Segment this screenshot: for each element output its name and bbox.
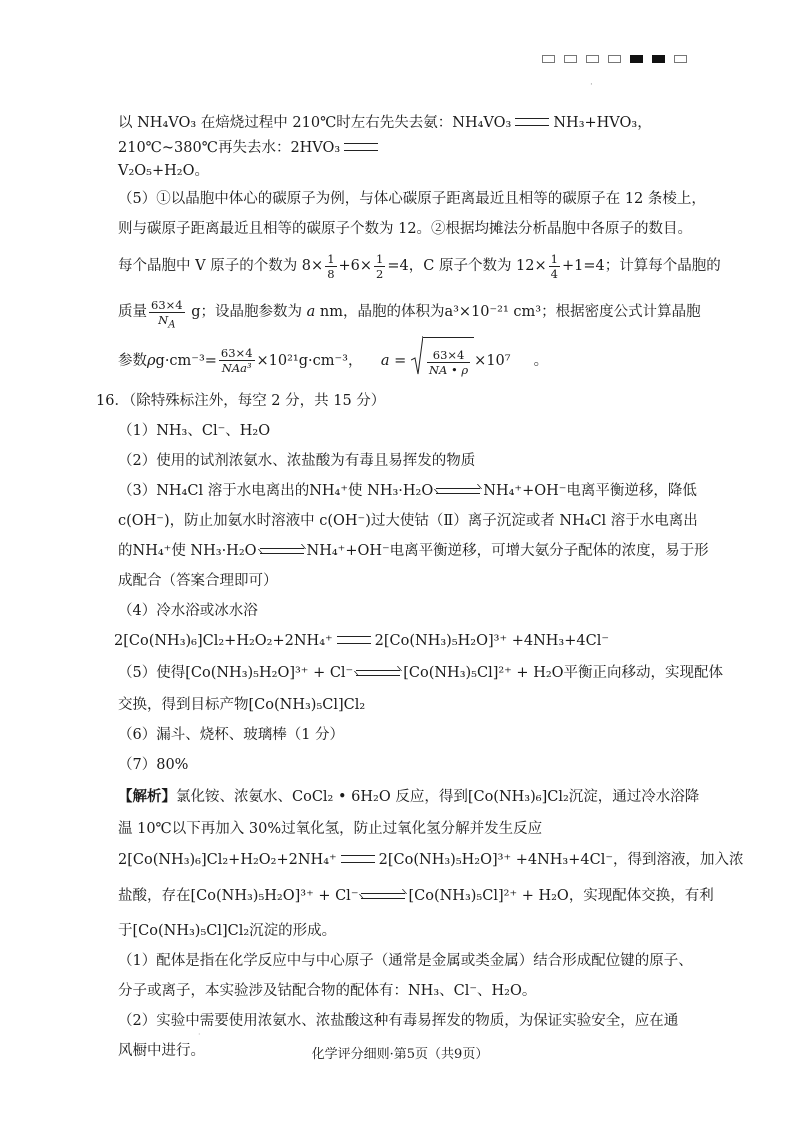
text-span: 于[Co(NH₃)₅Cl]Cl₂沉淀的形成。: [118, 922, 337, 939]
text-line: [118, 976, 690, 1006]
text-span: [Co(NH₃)₅Cl]²⁺ + H₂O: [408, 887, 569, 904]
header-square-filled: [630, 55, 643, 63]
ammonium-ion: NH₄⁺: [483, 482, 523, 499]
analysis-line: [118, 780, 700, 814]
fraction-numerator: 63×4: [220, 346, 253, 361]
text-span: ，实现配体交换，有利: [568, 887, 714, 904]
text-line: [118, 158, 690, 184]
text-span: 。: [533, 352, 549, 369]
text-line: [118, 690, 690, 720]
text-span: （1）配体是指在化学反应中与中心原子（通常是金属或类金属）结合形成配位键的原子、: [118, 952, 693, 969]
fraction-denominator: 2: [376, 266, 384, 281]
text-span: NH₃+HVO₃，: [553, 115, 652, 131]
equation-line: [114, 626, 690, 656]
text-line: [118, 336, 690, 386]
text-span: （2）使用的试剂浓氨水、浓盐酸为有毒且易挥发的物质: [118, 452, 476, 469]
text-span: 2[Co(NH₃)₆]Cl₂+H₂O₂+2NH₄⁺: [118, 851, 337, 868]
text-span: （1）NH₃、Cl⁻、H₂O: [118, 422, 271, 439]
text-line: [118, 184, 706, 214]
text-span: （3）NH₄Cl 溶于水电离出的: [118, 482, 310, 499]
text-span: （4）冷水浴或冰水浴: [118, 602, 258, 619]
equals-sign: [337, 636, 371, 644]
text-span: =4，C 原子个数为 12×: [387, 258, 547, 274]
text-line: [118, 214, 693, 244]
header-square: [542, 55, 555, 63]
text-line: [118, 566, 690, 596]
equals-sign: [344, 143, 378, 151]
fraction-denominator: $N_A$: [158, 312, 176, 330]
reversible-arrow-icon: [260, 546, 304, 556]
text-span: 风橱中进行。: [118, 1042, 205, 1059]
fraction: [149, 297, 185, 330]
text-span: ×10⁷: [474, 352, 511, 369]
text-line: [118, 656, 724, 690]
ammonium-ion: NH₄⁺: [132, 542, 172, 559]
fraction-numerator: 1: [376, 251, 384, 266]
equation-line: [118, 844, 744, 876]
fraction-denominator: NAa³: [221, 361, 252, 376]
radicand: [423, 337, 474, 386]
fraction: [325, 252, 336, 281]
text-span: 2[Co(NH₃)₅H₂O]³⁺ +4NH₃+4Cl⁻: [374, 632, 610, 649]
text-span: 的: [118, 542, 133, 559]
text-span: +1=4；计算每个晶胞的: [562, 258, 721, 274]
fraction-numerator: 63×4: [151, 297, 183, 312]
text-span: 质量: [118, 304, 147, 320]
text-span: a =: [380, 352, 407, 369]
text-span: 以 NH₄VO₃ 在焙烧过程中 210℃时左右先失去氨：NH₄VO₃: [118, 115, 512, 131]
fraction: [374, 252, 385, 281]
text-span: nm，晶胞的体积为: [319, 304, 445, 320]
variable-a: a: [306, 304, 316, 320]
text-span: 氯化铵、浓氨水、CoCl₂ • 6H₂O 反应，得到[Co(NH₃)₆]Cl₂沉淀，通过冷水浴降: [176, 788, 700, 805]
text-span: （7）80%: [118, 756, 189, 773]
text-line: [118, 596, 690, 626]
question-16-title: [96, 386, 690, 416]
fraction-denominator: 4: [550, 266, 558, 281]
header-square: [674, 55, 687, 63]
text-line: [118, 720, 690, 750]
text-line: [118, 476, 697, 506]
text-span: 使 NH₃·H₂O: [171, 542, 257, 559]
text-span: +OH⁻电离平衡逆移，降低: [522, 482, 697, 499]
text-span: 交换，得到目标产物[Co(NH₃)₅Cl]Cl₂: [118, 696, 366, 713]
fraction: [549, 252, 560, 281]
text-span: 分子或离子，本实验涉及钴配合物的配体有：NH₃、Cl⁻、H₂O。: [118, 982, 537, 999]
equals-sign: [341, 855, 375, 863]
header-dot: ·: [590, 80, 593, 90]
avogadro-symbol: N: [158, 312, 169, 327]
equals-sign: [515, 118, 549, 126]
radical-sign-icon: [411, 336, 423, 376]
text-span: +6×: [338, 258, 373, 274]
text-line: [118, 416, 690, 446]
text-span: 每个晶胞中 V 原子的个数为 8×: [118, 258, 324, 274]
text-span: a³×10⁻²¹ cm³；根据密度公式计算晶胞: [444, 304, 701, 320]
text-line: [118, 876, 714, 916]
fraction-numerator: 1: [550, 251, 558, 266]
text-span: ×10²¹g·cm⁻³，: [256, 352, 363, 369]
text-line: [118, 750, 690, 780]
text-span: [Co(NH₃)₅Cl]²⁺ + H₂O: [403, 664, 564, 681]
header-square: [586, 55, 599, 63]
header-square: [564, 55, 577, 63]
text-span: [Co(NH₃)₅H₂O]³⁺ + Cl⁻: [190, 887, 359, 904]
document-body: [96, 100, 744, 1066]
fraction-numerator: 63×4: [427, 348, 470, 363]
reversible-arrow-icon: [361, 891, 405, 901]
ammonium-ion: NH₄⁺: [306, 542, 346, 559]
text-line: [118, 1006, 690, 1036]
text-span: 2[Co(NH₃)₅H₂O]³⁺ +4NH₃+4Cl⁻: [378, 851, 614, 868]
text-span: ，得到溶液，加入浓: [613, 851, 744, 868]
rho-symbol: ρ: [147, 352, 156, 369]
text-span: g·cm⁻³=: [155, 352, 217, 369]
text-line: [118, 536, 709, 566]
text-line: [118, 108, 690, 138]
header-square-filled: [652, 55, 665, 63]
text-span: 2[Co(NH₃)₆]Cl₂+H₂O₂+2NH₄⁺: [114, 632, 333, 649]
text-span: 使 NH₃·H₂O: [348, 482, 434, 499]
footer-dot: ·: [198, 1030, 201, 1039]
text-span: 参数: [118, 352, 147, 369]
header-square: [608, 55, 621, 63]
ammonium-ion: NH₄⁺: [309, 482, 349, 499]
fraction-denominator: 8: [327, 266, 335, 281]
text-span: +OH⁻电离平衡逆移，可增大氨分子配体的浓度，易于形: [345, 542, 709, 559]
text-span: c(OH⁻)，防止加氨水时溶液中 c(OH⁻)过大使钴（Ⅱ）离子沉淀或者 NH₄Cl 溶于水电离出: [118, 512, 698, 529]
text-line: [118, 814, 690, 844]
cube-root: [411, 336, 474, 386]
page-footer: 化学评分细则·第5页（共9页）: [311, 1047, 489, 1062]
reversible-arrow-icon: [436, 486, 480, 496]
fraction-numerator: 1: [327, 251, 335, 266]
text-line: [118, 506, 698, 536]
text-span: 成配合（答案合理即可）: [118, 572, 278, 589]
reversible-arrow-icon: [356, 668, 400, 678]
text-span: V₂O₅+H₂O。: [118, 163, 209, 179]
text-span: [Co(NH₃)₅H₂O]³⁺ + Cl⁻: [185, 664, 354, 681]
text-span: （6）漏斗、烧杯、玻璃棒（1 分）: [118, 726, 345, 743]
header-squares: [542, 55, 687, 63]
fraction: [219, 346, 255, 375]
fraction: [427, 348, 470, 377]
text-span: 210℃~380℃再失去水：2HVO₃: [118, 140, 341, 156]
text-line: [118, 244, 721, 288]
text-span: （5）使得: [118, 664, 186, 681]
text-line: [118, 138, 690, 158]
fraction-denominator: NA • ρ: [428, 363, 469, 377]
text-span: 平衡正向移动，实现配体: [563, 664, 724, 681]
text-span: 则与碳原子距离最近且相等的碳原子个数为 12。②根据均摊法分析晶胞中各原子的数目。: [118, 221, 693, 237]
text-span: 盐酸，存在: [118, 887, 191, 904]
text-line: [118, 916, 690, 946]
text-line: [118, 946, 693, 976]
text-span: 16．（除特殊标注外，每空 2 分，共 15 分）: [96, 392, 386, 409]
text-span: （5）①以晶胞中体心的碳原子为例，与体心碳原子距离最近且相等的碳原子在 12 条棱上，: [118, 191, 706, 207]
text-line: [118, 288, 701, 336]
text-span: g；设晶胞参数为: [191, 304, 302, 320]
text-span: （2）实验中需要使用浓氨水、浓盐酸这种有毒易挥发的物质，为保证实验安全，应在通: [118, 1012, 679, 1029]
text-span: 温 10℃以下再加入 30%过氧化氢，防止过氧化氢分解并发生反应: [118, 820, 543, 837]
analysis-tag: 【解析】: [118, 787, 176, 805]
text-line: [118, 446, 690, 476]
